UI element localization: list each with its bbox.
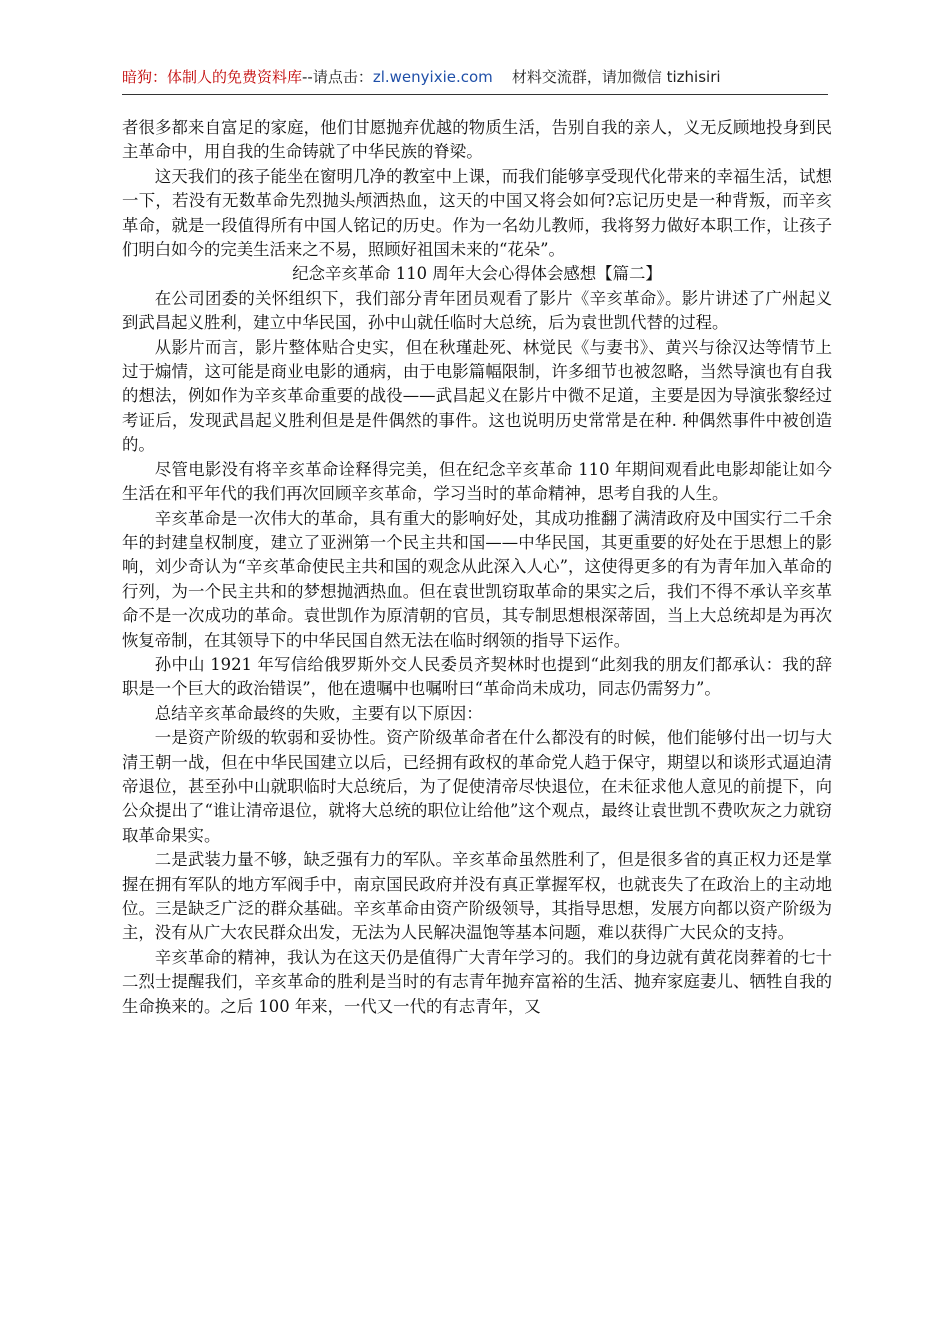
section-title: 纪念辛亥革命 110 周年大会心得体会感想【篇二】 <box>292 264 662 284</box>
paragraph: 这天我们的孩子能坐在窗明几净的教室中上课，而我们能够享受现代化带来的幸福生活，试想一下，若没有无数革命先烈抛头颅洒热血，这天的中国又将会如何?忘记历史是一种背叛，而辛亥革命，就是一段值得所有中国人铭记的历史。作为一名幼儿教师，我将努力做好本职工作，让孩子们明白如今的完美生活来之不易，照顾好祖国未来的“花朵”。 <box>122 166 832 260</box>
header-contact: 材料交流群，请加微信 tizhisiri <box>511 68 721 86</box>
site-url-link[interactable]: zl.wenyixie.com <box>372 68 493 86</box>
paragraph: 一是资产阶级的软弱和妥协性。资产阶级革命者在什么都没有的时候，他们能够付出一切与大清王朝一战，但在中华民国建立以后，已经拥有政权的革命党人趋于保守，期望以和谈形式逼迫清帝退位，甚至孙中山就职临时大总统后，为了促使清帝尽快退位，在未征求他人意见的前提下，向公众提出了“谁让清帝退位，就将大总统的职位让给他”这个观点，最终让袁世凯不费吹灰之力就窃取革命果实。 <box>122 728 832 845</box>
paragraph: 尽管电影没有将辛亥革命诠释得完美，但在纪念辛亥革命 110 年期间观看此电影却能让如今生活在和平年代的我们再次回顾辛亥革命，学习当时的革命精神，思考自我的人生。 <box>122 459 832 504</box>
paragraph: 孙中山 1921 年写信给俄罗斯外交人民委员齐契林时也提到“此刻我的朋友们都承认：我的辞职是一个巨大的政治错误”，他在遗嘱中也嘱咐曰“革命尚未成功，同志仍需努力”。 <box>122 654 832 699</box>
paragraph: 总结辛亥革命最终的失败，主要有以下原因： <box>154 703 483 723</box>
paragraph: 在公司团委的关怀组织下，我们部分青年团员观看了影片《辛亥革命》。影片讲述了广州起义到武昌起义胜利，建立中华民国，孙中山就任临时大总统，后为袁世凯代替的过程。 <box>122 288 832 333</box>
paragraph: 从影片而言，影片整体贴合史实，但在秋瑾赴死、林觉民《与妻书》、黄兴与徐汉达等情节上过于煽情，这可能是商业电影的通病，由于电影篇幅限制，许多细节也被忽略，当然导演也有自我的想法，例如作为辛亥革命重要的战役——武昌起义在影片中微不足道，主要是因为导演张黎经过考证后，发现武昌起义胜利但是是件偶然的事件。这也说明历史常常是在种. 种偶然事件中被创造的。 <box>122 337 832 455</box>
site-name: 暗狗：体制人的免费资料库 <box>122 68 303 86</box>
header-cta: --请点击： <box>302 68 373 86</box>
paragraph: 辛亥革命的精神，我认为在这天仍是值得广大青年学习的。我们的身边就有黄花岗葬着的七十二烈士提醒我们，辛亥革命的胜利是当时的有志青年抛弃富裕的生活、抛弃家庭妻儿、牺牲自我的生命换来的。之后 100 年来，一代又一代的有志青年，又 <box>122 947 832 1016</box>
paragraph: 者很多都来自富足的家庭，他们甘愿抛弃优越的物质生活，告别自我的亲人，义无反顾地投身到民主革命中，用自我的生命铸就了中华民族的脊梁。 <box>122 118 832 162</box>
page-header <box>122 60 828 95</box>
paragraph: 二是武装力量不够，缺乏强有力的军队。辛亥革命虽然胜利了，但是很多省的真正权力还是掌握在拥有军队的地方军阀手中，南京国民政府并没有真正掌握军权，也就丧失了在政治上的主动地位。三是缺乏广泛的群众基础。辛亥革命由资产阶级领导，其指导思想，发展方向都以资产阶级为主，没有从广大农民群众出发，无法为人民解决温饱等基本问题，难以获得广大民众的支持。 <box>122 850 832 943</box>
document-body <box>122 116 832 1019</box>
paragraph: 辛亥革命是一次伟大的革命，具有重大的影响好处，其成功推翻了满清政府及中国实行二千余年的封建皇权制度，建立了亚洲第一个民主共和国——中华民国，其更重要的好处在于思想上的影响，刘少奇认为“辛亥革命使民主共和国的观念从此深入人心”，这使得更多的有为青年加入革命的行列，为一个民主共和的梦想抛洒热血。但在袁世凯窃取革命的果实之后，我们不得不承认辛亥革命不是一次成功的革命。袁世凯作为原清朝的官员，其专制思想根深蒂固，当上大总统却是为再次恢复帝制，在其领导下的中华民国自然无法在临时纲领的指导下运作。 <box>122 508 832 650</box>
